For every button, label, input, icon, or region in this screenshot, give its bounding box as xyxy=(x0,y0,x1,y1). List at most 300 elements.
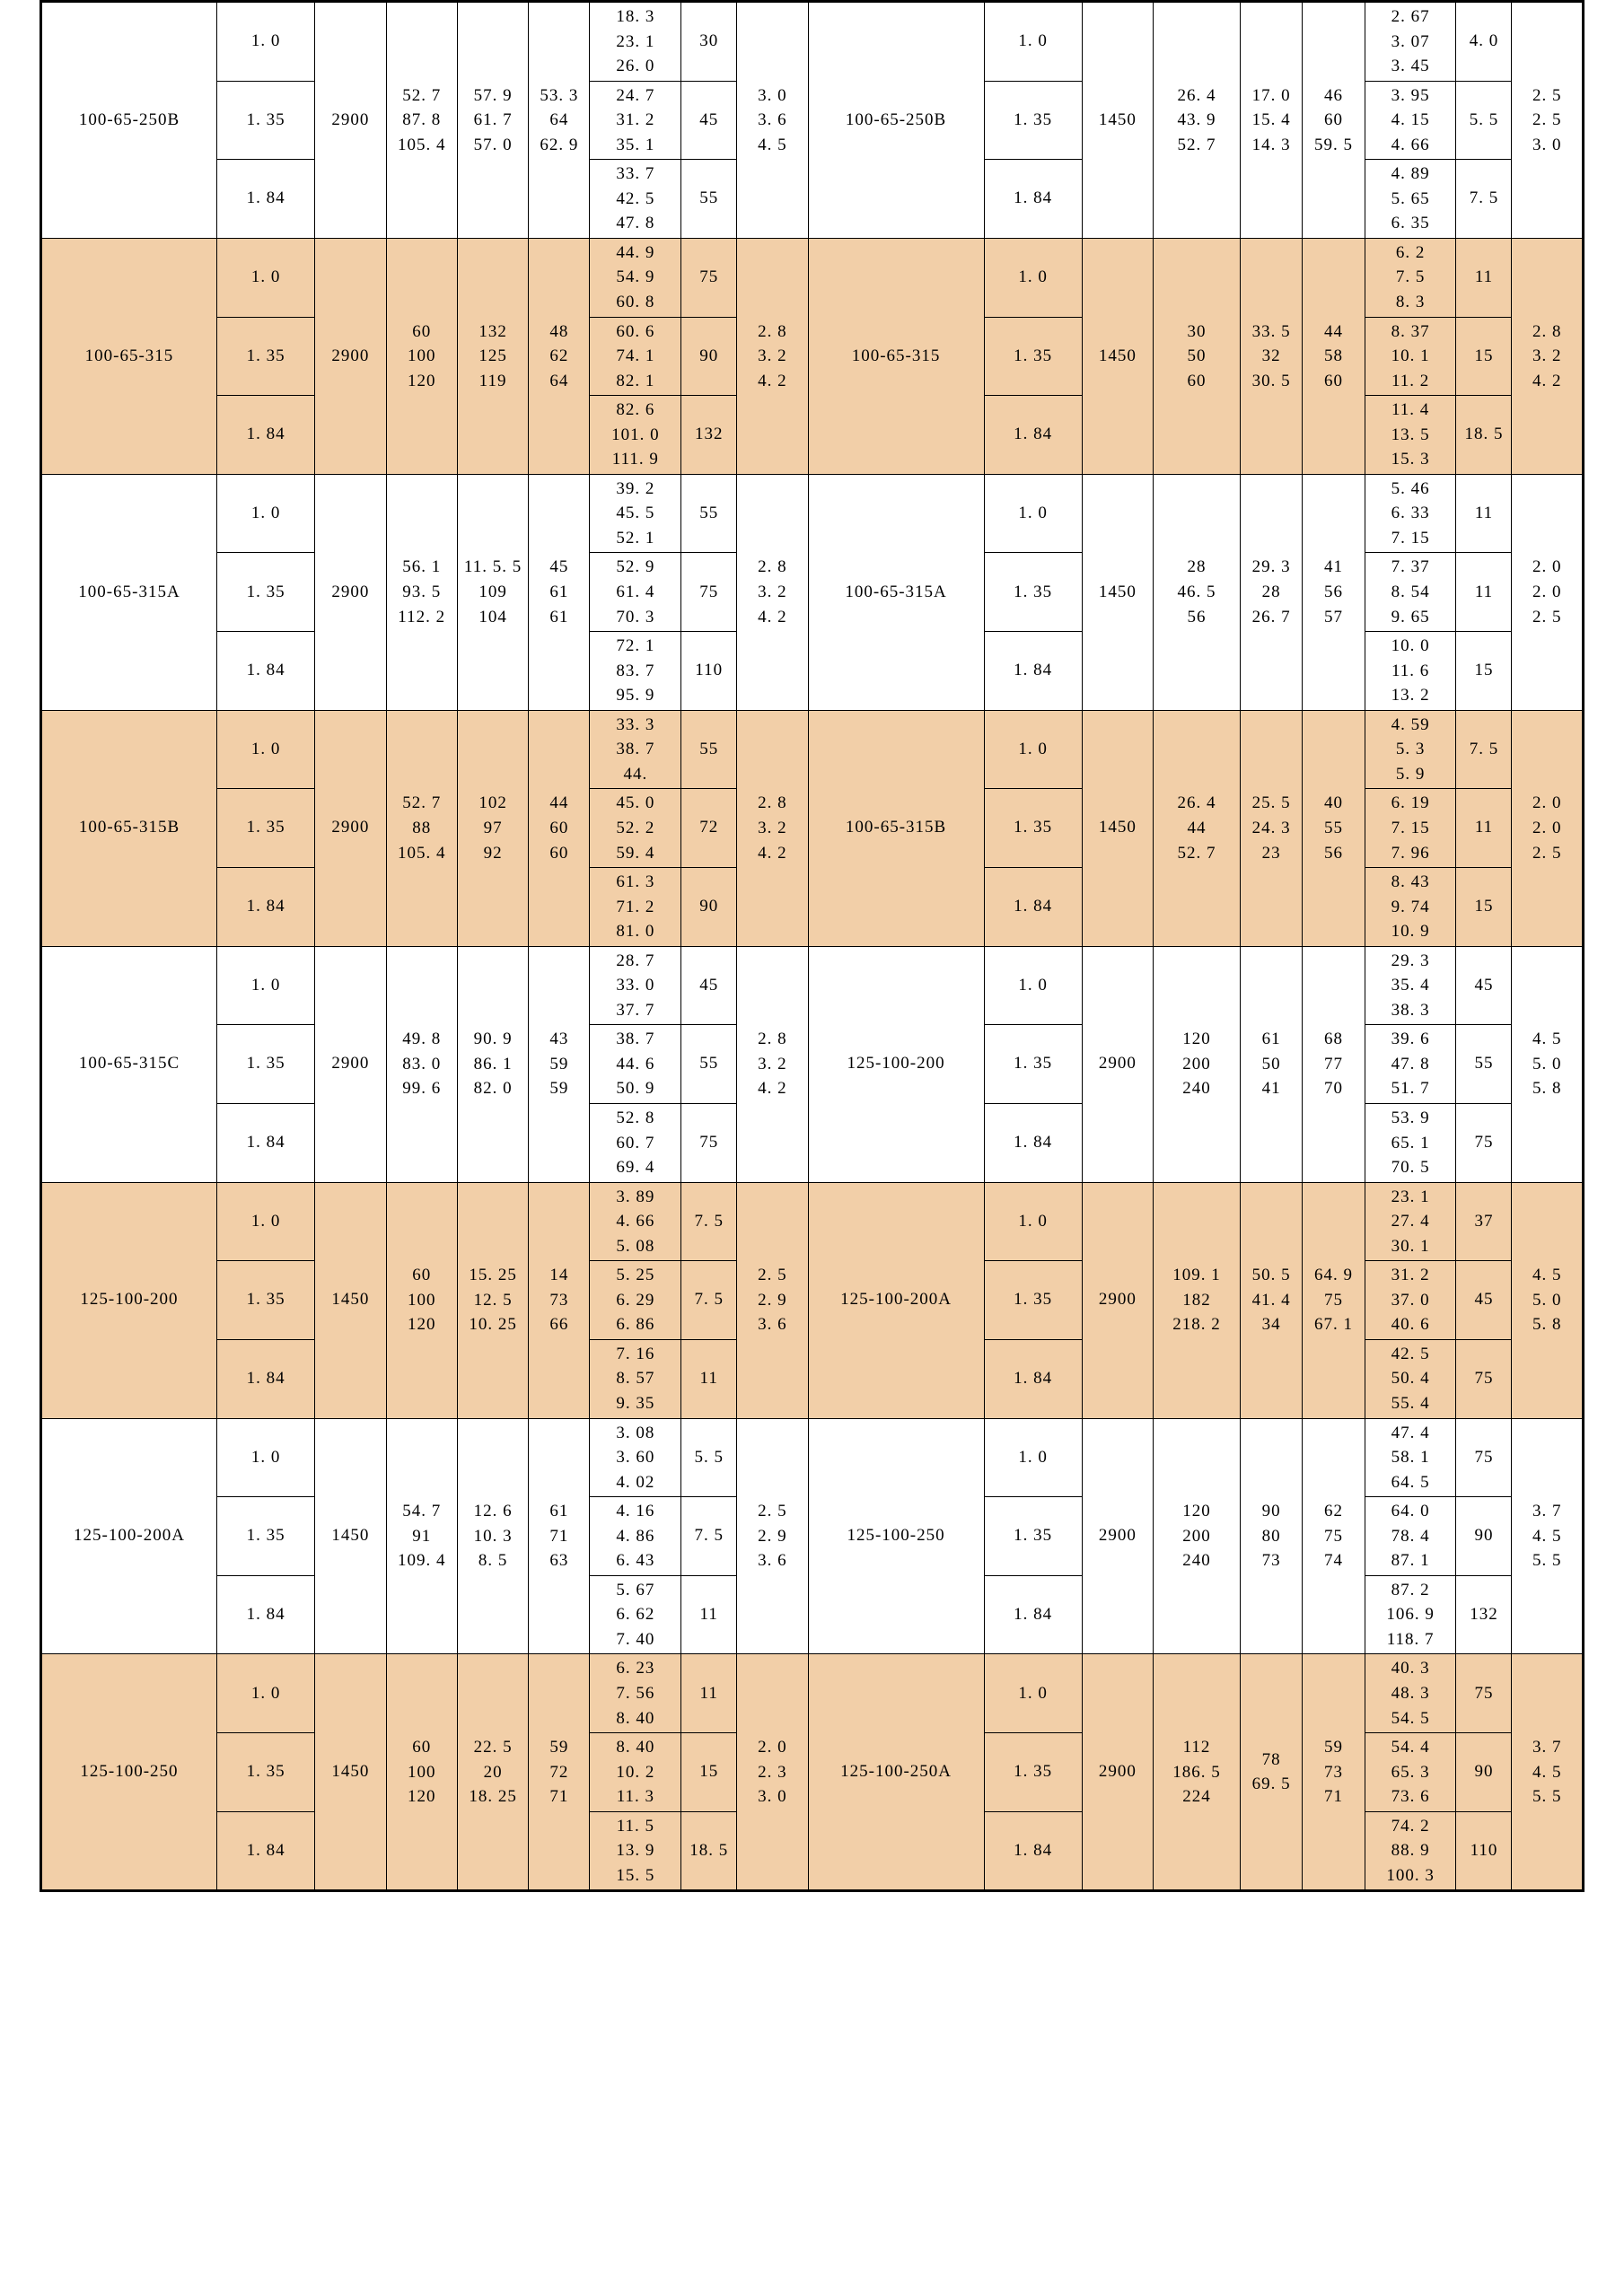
cell-line: 3. 7 xyxy=(1532,1738,1562,1757)
cell-line: 10. 0 xyxy=(1391,636,1430,656)
cell-line: 28 xyxy=(1261,583,1281,602)
cell-line: 81. 0 xyxy=(616,922,655,942)
left-density: 1. 84 xyxy=(216,868,314,947)
cell-line: 4. 89 xyxy=(1391,164,1430,184)
right-motor: 75 xyxy=(1456,1103,1512,1182)
left-npsh xyxy=(737,1418,808,1654)
left-motor: 90 xyxy=(681,317,737,396)
right-flow xyxy=(1154,1654,1241,1891)
cell-line: 4. 59 xyxy=(1391,714,1430,734)
left-head xyxy=(457,1182,528,1418)
left-power xyxy=(590,1497,681,1576)
left-motor: 7. 5 xyxy=(681,1497,737,1576)
left-efficiency xyxy=(529,2,590,239)
cell-line: 50. 4 xyxy=(1391,1369,1430,1389)
cell-line: 71 xyxy=(549,1526,569,1546)
cell-line: 4. 66 xyxy=(616,1212,655,1231)
right-power xyxy=(1365,317,1456,396)
cell-line: 61. 4 xyxy=(616,583,655,602)
cell-line: 70. 3 xyxy=(616,607,655,627)
cell-line: 120 xyxy=(1182,1502,1211,1521)
cell-line: 74. 2 xyxy=(1391,1816,1430,1836)
cell-line: 109 xyxy=(478,583,507,602)
right-speed: 2900 xyxy=(1082,1654,1153,1891)
cell-line: 27. 4 xyxy=(1391,1212,1430,1231)
right-power xyxy=(1365,1811,1456,1891)
cell-line: 3. 6 xyxy=(758,110,787,130)
table-row xyxy=(41,1182,1584,1261)
right-head xyxy=(1240,946,1302,1182)
right-efficiency xyxy=(1303,1654,1365,1891)
right-npsh xyxy=(1512,946,1584,1182)
cell-line: 20 xyxy=(483,1762,503,1782)
right-flow xyxy=(1154,2,1241,239)
left-npsh xyxy=(737,946,808,1182)
cell-line: 42. 5 xyxy=(616,188,655,208)
left-power xyxy=(590,946,681,1025)
right-head xyxy=(1240,238,1302,474)
left-motor: 11 xyxy=(681,1339,737,1418)
table-row xyxy=(41,1654,1584,1733)
cell-line: 64. 5 xyxy=(1391,1472,1430,1492)
cell-line: 40 xyxy=(1324,793,1344,813)
cell-line: 37. 7 xyxy=(616,1000,655,1020)
cell-line: 74. 1 xyxy=(616,346,655,366)
cell-line: 3. 2 xyxy=(758,583,787,602)
cell-line: 50 xyxy=(1187,346,1207,366)
right-head xyxy=(1240,1418,1302,1654)
cell-line: 74 xyxy=(1324,1551,1344,1571)
left-motor: 75 xyxy=(681,1103,737,1182)
cell-line: 80 xyxy=(1261,1526,1281,1546)
cell-line: 35. 1 xyxy=(616,135,655,154)
right-motor: 11 xyxy=(1456,789,1512,868)
right-power xyxy=(1365,238,1456,317)
cell-line: 44 xyxy=(1187,818,1207,837)
cell-line: 120 xyxy=(1182,1030,1211,1049)
cell-line: 44 xyxy=(549,793,569,813)
right-density: 1. 0 xyxy=(984,1418,1082,1497)
cell-line: 41. 4 xyxy=(1251,1290,1291,1310)
cell-line: 15. 3 xyxy=(1391,450,1430,469)
left-density: 1. 35 xyxy=(216,1733,314,1812)
right-motor: 5. 5 xyxy=(1456,81,1512,160)
cell-line: 5. 9 xyxy=(1395,764,1426,784)
left-flow xyxy=(386,710,457,946)
cell-line: 34 xyxy=(1261,1315,1281,1335)
right-motor: 4. 0 xyxy=(1456,2,1512,82)
cell-line: 3. 2 xyxy=(758,818,787,837)
cell-line: 6. 23 xyxy=(616,1659,655,1678)
cell-line: 3. 08 xyxy=(616,1423,655,1442)
right-flow xyxy=(1154,474,1241,710)
cell-line: 64. 9 xyxy=(1314,1266,1354,1285)
cell-line: 39. 2 xyxy=(616,478,655,498)
cell-line: 5. 5 xyxy=(1532,1787,1562,1807)
cell-line: 60 xyxy=(412,1738,432,1757)
cell-line: 56 xyxy=(1324,583,1344,602)
cell-line: 57. 0 xyxy=(473,135,513,154)
cell-line: 2. 8 xyxy=(758,321,787,341)
cell-line: 102 xyxy=(478,793,507,813)
cell-line: 24. 7 xyxy=(616,85,655,105)
cell-line: 4. 02 xyxy=(616,1472,655,1492)
cell-line: 186. 5 xyxy=(1172,1762,1221,1782)
left-npsh xyxy=(737,1654,808,1891)
right-motor: 15 xyxy=(1456,317,1512,396)
cell-line: 62. 9 xyxy=(540,135,579,154)
right-efficiency xyxy=(1303,710,1365,946)
cell-line: 120 xyxy=(407,1787,436,1807)
cell-line: 11. 5. 5 xyxy=(463,557,522,577)
cell-line: 61 xyxy=(549,607,569,627)
right-motor: 132 xyxy=(1456,1575,1512,1654)
cell-line: 60. 8 xyxy=(616,293,655,312)
cell-line: 15. 4 xyxy=(1251,110,1291,130)
left-power xyxy=(590,868,681,947)
cell-line: 38. 3 xyxy=(1391,1000,1430,1020)
cell-line: 11. 6 xyxy=(1391,661,1430,680)
cell-line: 30. 5 xyxy=(1251,371,1291,390)
cell-line: 52. 7 xyxy=(402,85,442,105)
cell-line: 90 xyxy=(1261,1502,1281,1521)
cell-line: 65. 1 xyxy=(1391,1133,1430,1152)
cell-line: 91 xyxy=(412,1526,432,1546)
left-density: 1. 0 xyxy=(216,946,314,1025)
left-density: 1. 35 xyxy=(216,1261,314,1340)
cell-line: 3. 2 xyxy=(758,346,787,366)
cell-line: 44. 9 xyxy=(616,242,655,262)
left-efficiency xyxy=(529,710,590,946)
left-head xyxy=(457,1654,528,1891)
right-speed: 1450 xyxy=(1082,238,1153,474)
cell-line: 11. 5 xyxy=(616,1816,654,1836)
cell-line: 29. 3 xyxy=(1251,557,1291,577)
cell-line: 2. 0 xyxy=(1532,818,1562,837)
left-power xyxy=(590,1654,681,1733)
left-model: 100-65-315 xyxy=(41,238,217,474)
cell-line: 53. 3 xyxy=(540,85,579,105)
cell-line: 4. 5 xyxy=(1532,1762,1562,1782)
cell-line: 2. 3 xyxy=(758,1762,787,1782)
right-power xyxy=(1365,160,1456,239)
cell-line: 43. 9 xyxy=(1177,110,1216,130)
cell-line: 58 xyxy=(1324,346,1344,366)
right-flow xyxy=(1154,1182,1241,1418)
cell-line: 44. xyxy=(623,764,648,784)
cell-line: 6. 33 xyxy=(1391,504,1430,523)
left-motor: 18. 5 xyxy=(681,1811,737,1891)
cell-line: 5. 0 xyxy=(1532,1054,1562,1074)
right-npsh xyxy=(1512,710,1584,946)
left-density: 1. 35 xyxy=(216,1025,314,1104)
right-flow xyxy=(1154,946,1241,1182)
cell-line: 56. 1 xyxy=(402,557,442,577)
left-speed: 2900 xyxy=(315,474,386,710)
cell-line: 12. 6 xyxy=(473,1502,513,1521)
right-power xyxy=(1365,946,1456,1025)
right-head xyxy=(1240,1182,1302,1418)
cell-line: 2. 0 xyxy=(758,1738,787,1757)
cell-line: 35. 4 xyxy=(1391,976,1430,995)
left-density: 1. 0 xyxy=(216,474,314,553)
cell-line: 5. 8 xyxy=(1532,1079,1562,1099)
cell-line: 112. 2 xyxy=(398,607,446,627)
left-motor: 75 xyxy=(681,238,737,317)
cell-line: 120 xyxy=(407,371,436,390)
left-density: 1. 0 xyxy=(216,710,314,789)
right-npsh xyxy=(1512,238,1584,474)
right-motor: 37 xyxy=(1456,1182,1512,1261)
cell-line: 45. 0 xyxy=(616,793,655,813)
cell-line: 77 xyxy=(1324,1054,1344,1074)
cell-line: 4. 16 xyxy=(616,1502,655,1521)
right-efficiency xyxy=(1303,1182,1365,1418)
right-power xyxy=(1365,632,1456,711)
left-power xyxy=(590,474,681,553)
table-row xyxy=(41,474,1584,553)
left-model: 125-100-250 xyxy=(41,1654,217,1891)
cell-line: 4. 5 xyxy=(1532,1526,1562,1546)
right-model: 100-65-250B xyxy=(808,2,984,239)
cell-line: 29. 3 xyxy=(1391,951,1430,970)
cell-line: 3. 45 xyxy=(1391,57,1430,76)
left-density: 1. 84 xyxy=(216,1811,314,1891)
right-motor: 90 xyxy=(1456,1733,1512,1812)
left-motor: 110 xyxy=(681,632,737,711)
cell-line: 71. 2 xyxy=(616,897,655,916)
cell-line: 5. 67 xyxy=(616,1580,655,1599)
cell-line: 240 xyxy=(1182,1079,1211,1099)
cell-line: 46. 5 xyxy=(1177,583,1216,602)
cell-line: 118. 7 xyxy=(1386,1629,1435,1649)
right-density: 1. 84 xyxy=(984,1575,1082,1654)
cell-line: 30. 1 xyxy=(1391,1236,1430,1256)
cell-line: 26. 7 xyxy=(1251,607,1291,627)
cell-line: 2. 5 xyxy=(758,1266,787,1285)
left-density: 1. 35 xyxy=(216,1497,314,1576)
cell-line: 5. 65 xyxy=(1391,188,1430,208)
cell-line: 4. 66 xyxy=(1391,135,1430,154)
left-model: 100-65-315B xyxy=(41,710,217,946)
left-density: 1. 0 xyxy=(216,1654,314,1733)
cell-line: 52. 1 xyxy=(616,528,655,548)
cell-line: 44 xyxy=(1324,321,1344,341)
left-model: 125-100-200 xyxy=(41,1182,217,1418)
cell-line: 4. 5 xyxy=(1532,1266,1562,1285)
left-npsh xyxy=(737,1182,808,1418)
left-density: 1. 84 xyxy=(216,1339,314,1418)
left-power xyxy=(590,2,681,82)
left-motor: 55 xyxy=(681,474,737,553)
right-efficiency xyxy=(1303,1418,1365,1654)
left-head xyxy=(457,474,528,710)
cell-line: 4. 2 xyxy=(758,607,787,627)
right-efficiency xyxy=(1303,2,1365,239)
left-power xyxy=(590,1103,681,1182)
cell-line: 66 xyxy=(549,1315,569,1335)
cell-line: 33. 3 xyxy=(616,714,655,734)
cell-line: 53. 9 xyxy=(1391,1108,1430,1127)
right-power xyxy=(1365,474,1456,553)
cell-line: 62 xyxy=(1324,1502,1344,1521)
right-npsh xyxy=(1512,1654,1584,1891)
right-density: 1. 84 xyxy=(984,396,1082,475)
left-head xyxy=(457,710,528,946)
cell-line: 5. 46 xyxy=(1391,478,1430,498)
left-speed: 2900 xyxy=(315,710,386,946)
right-power xyxy=(1365,1654,1456,1733)
left-flow xyxy=(386,1182,457,1418)
left-density: 1. 35 xyxy=(216,317,314,396)
right-model: 125-100-200A xyxy=(808,1182,984,1418)
left-efficiency xyxy=(529,946,590,1182)
right-motor: 45 xyxy=(1456,946,1512,1025)
cell-line: 90. 9 xyxy=(473,1030,513,1049)
cell-line: 47. 8 xyxy=(616,214,655,233)
cell-line: 52. 7 xyxy=(402,793,442,813)
cell-line: 72 xyxy=(549,1762,569,1782)
cell-line: 42. 5 xyxy=(1391,1344,1430,1363)
left-speed: 1450 xyxy=(315,1418,386,1654)
cell-line: 48. 3 xyxy=(1391,1684,1430,1703)
left-power xyxy=(590,317,681,396)
right-efficiency xyxy=(1303,238,1365,474)
cell-line: 63 xyxy=(549,1551,569,1571)
left-motor: 45 xyxy=(681,81,737,160)
cell-line: 8. 5 xyxy=(478,1551,508,1571)
right-density: 1. 84 xyxy=(984,1339,1082,1418)
right-power xyxy=(1365,553,1456,632)
cell-line: 9. 35 xyxy=(616,1393,655,1413)
cell-line: 75 xyxy=(1324,1290,1344,1310)
cell-line: 9. 74 xyxy=(1391,897,1430,916)
left-power xyxy=(590,1339,681,1418)
left-density: 1. 35 xyxy=(216,81,314,160)
left-flow xyxy=(386,1418,457,1654)
cell-line: 73 xyxy=(1324,1762,1344,1782)
cell-line: 92 xyxy=(483,843,503,863)
left-density: 1. 0 xyxy=(216,1182,314,1261)
right-model: 125-100-200 xyxy=(808,946,984,1182)
left-model: 100-65-315A xyxy=(41,474,217,710)
cell-line: 3. 89 xyxy=(616,1187,655,1206)
left-model: 100-65-315C xyxy=(41,946,217,1182)
left-motor: 30 xyxy=(681,2,737,82)
cell-line: 75 xyxy=(1324,1526,1344,1546)
cell-line: 33. 7 xyxy=(616,164,655,184)
left-motor: 5. 5 xyxy=(681,1418,737,1497)
cell-line: 7. 5 xyxy=(1395,267,1426,287)
cell-line: 39. 6 xyxy=(1391,1030,1430,1049)
left-motor: 7. 5 xyxy=(681,1182,737,1261)
cell-line: 71 xyxy=(1324,1787,1344,1807)
cell-line: 9. 65 xyxy=(1391,607,1430,627)
cell-line: 40. 6 xyxy=(1391,1315,1430,1335)
cell-line: 61. 3 xyxy=(616,872,655,892)
right-flow xyxy=(1154,238,1241,474)
cell-line: 7. 15 xyxy=(1391,528,1430,548)
left-power xyxy=(590,1733,681,1812)
cell-line: 7. 40 xyxy=(616,1629,655,1649)
right-model: 100-65-315A xyxy=(808,474,984,710)
cell-line: 60 xyxy=(1324,110,1344,130)
right-density: 1. 84 xyxy=(984,160,1082,239)
cell-line: 3. 07 xyxy=(1391,31,1430,51)
cell-line: 40. 3 xyxy=(1391,1659,1430,1678)
cell-line: 14 xyxy=(549,1266,569,1285)
cell-line: 119 xyxy=(478,371,507,390)
cell-line: 54. 7 xyxy=(402,1502,442,1521)
cell-line: 2. 5 xyxy=(1532,85,1562,105)
right-flow xyxy=(1154,1418,1241,1654)
right-model: 100-65-315B xyxy=(808,710,984,946)
right-density: 1. 0 xyxy=(984,1654,1082,1733)
right-density: 1. 0 xyxy=(984,2,1082,82)
cell-line: 70. 5 xyxy=(1391,1158,1430,1178)
right-motor: 15 xyxy=(1456,868,1512,947)
cell-line: 2. 5 xyxy=(1532,843,1562,863)
cell-line: 31. 2 xyxy=(616,110,655,130)
left-power xyxy=(590,789,681,868)
left-motor: 45 xyxy=(681,946,737,1025)
cell-line: 47. 4 xyxy=(1391,1423,1430,1442)
cell-line: 43 xyxy=(549,1030,569,1049)
left-flow xyxy=(386,1654,457,1891)
left-power xyxy=(590,1025,681,1104)
left-motor: 72 xyxy=(681,789,737,868)
cell-line: 10. 3 xyxy=(473,1526,513,1546)
cell-line: 12. 5 xyxy=(473,1290,513,1310)
cell-line: 45. 5 xyxy=(616,504,655,523)
cell-line: 26. 4 xyxy=(1177,85,1216,105)
cell-line: 18. 3 xyxy=(616,7,655,26)
cell-line: 2. 0 xyxy=(1532,793,1562,813)
cell-line: 83. 7 xyxy=(616,661,655,680)
cell-line: 60 xyxy=(549,818,569,837)
cell-line: 104 xyxy=(478,607,507,627)
cell-line: 182 xyxy=(1182,1290,1211,1310)
cell-line: 64 xyxy=(549,371,569,390)
cell-line: 112 xyxy=(1182,1738,1211,1757)
pump-spec-table xyxy=(40,0,1584,1892)
right-density: 1. 0 xyxy=(984,474,1082,553)
right-model: 100-65-315 xyxy=(808,238,984,474)
cell-line: 28. 7 xyxy=(616,951,655,970)
cell-line: 106. 9 xyxy=(1386,1605,1435,1625)
table-body xyxy=(41,2,1584,1891)
left-power xyxy=(590,710,681,789)
right-density: 1. 84 xyxy=(984,1103,1082,1182)
right-model: 125-100-250A xyxy=(808,1654,984,1891)
cell-line: 33. 5 xyxy=(1251,321,1291,341)
cell-line: 5. 5 xyxy=(1532,1551,1562,1571)
cell-line: 64. 0 xyxy=(1391,1502,1430,1521)
left-efficiency xyxy=(529,1182,590,1418)
cell-line: 5. 0 xyxy=(1532,1290,1562,1310)
cell-line: 2. 8 xyxy=(758,793,787,813)
cell-line: 100. 3 xyxy=(1386,1865,1435,1885)
cell-line: 8. 3 xyxy=(1395,293,1426,312)
right-speed: 1450 xyxy=(1082,2,1153,239)
cell-line: 44. 6 xyxy=(616,1054,655,1074)
cell-line: 50 xyxy=(1261,1054,1281,1074)
cell-line: 41 xyxy=(1324,557,1344,577)
cell-line: 3. 6 xyxy=(758,1551,787,1571)
left-head xyxy=(457,238,528,474)
cell-line: 64 xyxy=(549,110,569,130)
right-npsh xyxy=(1512,474,1584,710)
